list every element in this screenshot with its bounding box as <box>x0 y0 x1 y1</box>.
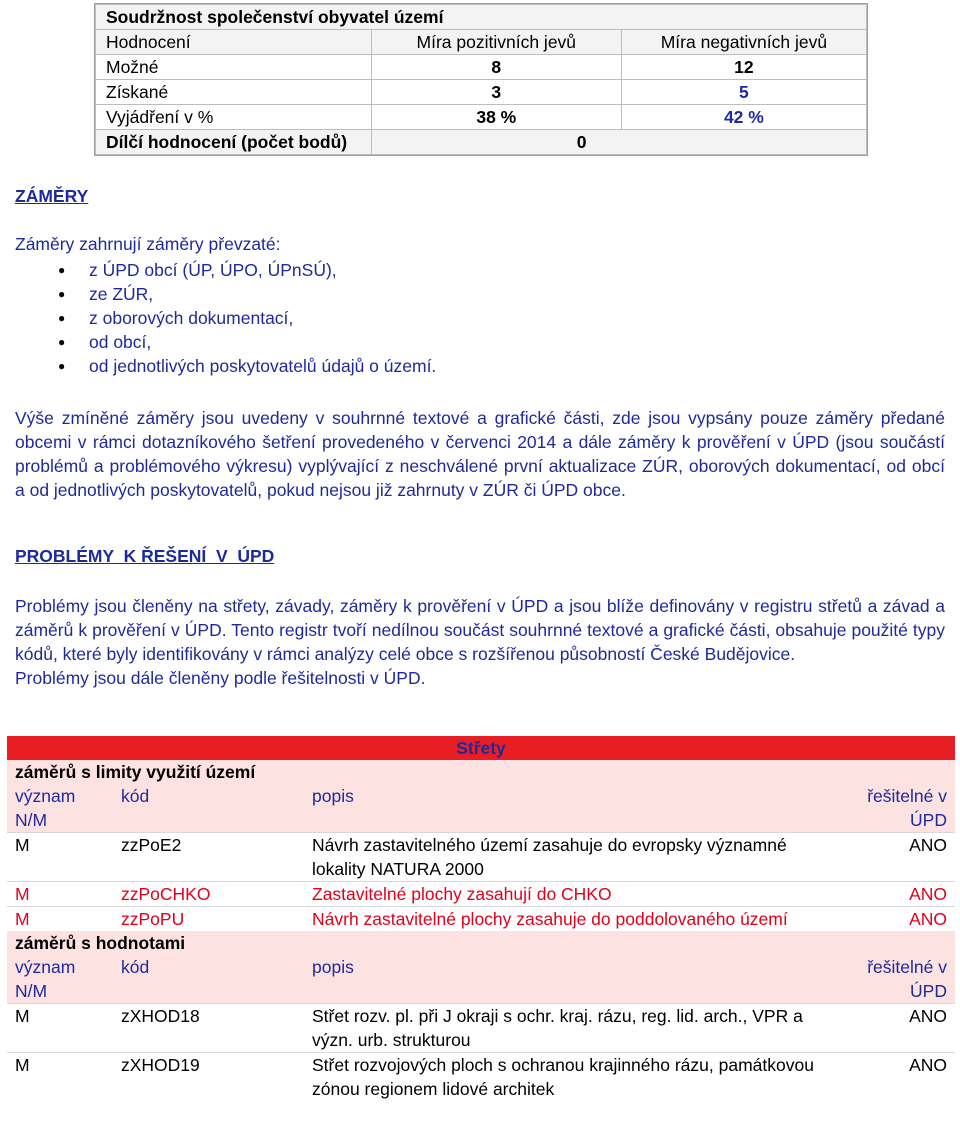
bullet-icon: ● <box>58 263 66 277</box>
col-resolvable: řešitelné v ÚPD <box>844 784 955 833</box>
row-negative: 42 % <box>621 105 866 130</box>
cell-code: zzPoCHKO <box>113 882 304 907</box>
col-significance: význam N/M <box>7 784 113 833</box>
col-positive: Míra pozitivních jevů <box>371 30 621 55</box>
table-row <box>7 907 955 932</box>
col-negative: Míra negativních jevů <box>621 30 866 55</box>
cell-significance: M <box>7 907 113 932</box>
problemy-paragraph-2: Problémy jsou dále členěny podle řešitelnosti v ÚPD. <box>15 668 426 688</box>
cell-significance: M <box>7 1004 113 1053</box>
row-negative: 5 <box>621 80 866 105</box>
table-row <box>7 882 955 907</box>
cell-description: Návrh zastavitelného území zasahuje do evropsky významné lokality NATURA 2000 <box>304 833 844 882</box>
zamery-paragraph: Výše zmíněné záměry jsou uvedeny v souhrnné textové a grafické části, zde jsou vypsány pouze záměry předané obcemi v rámci dotazníkového šetření provedeného v červenci 2014 a dále záměry k prověření v ÚPD (jsou součástí problémů a problémového výkresu) vyplývající z neschválené první aktualizace ZÚR, oborových dokumentací, od obcí a od jednotlivých poskytovatelů, pokud nejsou již zahrnuty v ZÚR či ÚPD obce. <box>15 408 945 500</box>
list-item: ● od obcí, <box>58 332 152 352</box>
row-label: Vyjádření v % <box>96 105 372 130</box>
cell-code: zXHOD18 <box>113 1004 304 1053</box>
col-code: kód <box>113 784 304 833</box>
bullet-icon: ● <box>58 311 66 325</box>
zamery-heading: ZÁMĚRY <box>15 186 89 206</box>
group-heading: záměrů s limity využití území <box>7 760 955 784</box>
bullet-icon: ● <box>58 287 66 301</box>
table-row <box>7 1053 955 1102</box>
cell-resolvable: ANO <box>844 1053 955 1102</box>
col-code: kód <box>113 955 304 1004</box>
cohesion-table-title: Soudržnost společenství obyvatel území <box>96 5 867 30</box>
zamery-intro: Záměry zahrnují záměry převzaté: <box>15 234 281 254</box>
row-label: Získané <box>96 80 372 105</box>
table-row <box>7 833 955 882</box>
cell-resolvable: ANO <box>844 833 955 882</box>
cell-description: Střet rozvojových ploch s ochranou krajinného rázu, památkovou zónou regionem lidové architek <box>304 1053 844 1102</box>
row-positive: 3 <box>371 80 621 105</box>
cell-resolvable: ANO <box>844 882 955 907</box>
partial-score-label: Dílčí hodnocení (počet bodů) <box>96 130 372 155</box>
list-item: ● ze ZÚR, <box>58 284 154 304</box>
col-resolvable: řešitelné v ÚPD <box>844 955 955 1004</box>
cell-description: Střet rozv. pl. při J okraji s ochr. kraj. rázu, reg. lid. arch., VPR a význ. urb. strukturou <box>304 1004 844 1053</box>
cell-resolvable: ANO <box>844 1004 955 1053</box>
cell-significance: M <box>7 882 113 907</box>
list-item: ● z ÚPD obcí (ÚP, ÚPO, ÚPnSÚ), <box>58 260 337 280</box>
col-description: popis <box>304 784 844 833</box>
cell-description: Návrh zastavitelné plochy zasahuje do poddolovaného území <box>304 907 844 932</box>
bullet-icon: ● <box>58 359 66 373</box>
row-negative: 12 <box>621 55 866 80</box>
cell-resolvable: ANO <box>844 907 955 932</box>
cell-code: zzPoPU <box>113 907 304 932</box>
list-item: ● od jednotlivých poskytovatelů údajů o území. <box>58 356 437 376</box>
row-positive: 38 % <box>371 105 621 130</box>
row-positive: 8 <box>371 55 621 80</box>
cell-description: Zastavitelné plochy zasahují do CHKO <box>304 882 844 907</box>
cell-code: zXHOD19 <box>113 1053 304 1102</box>
strety-table <box>7 736 955 1101</box>
cell-significance: M <box>7 833 113 882</box>
problemy-paragraph-1: Problémy jsou členěny na střety, závady, záměry k prověření v ÚPD a jsou blíže definovány v registru střetů a závad a záměrů k prověření v ÚPD. Tento registr tvoří nedílnou součást souhrnné textové a grafické části, obsahuje použité typy kódů, které byly identifikovány v rámci analýzy celé obce s rozšířenou působností České Budějovice. <box>15 596 945 664</box>
cell-significance: M <box>7 1053 113 1102</box>
bullet-icon: ● <box>58 335 66 349</box>
col-significance: význam N/M <box>7 955 113 1004</box>
group-heading: záměrů s hodnotami <box>7 931 955 955</box>
partial-score-value: 0 <box>371 130 866 155</box>
list-item: ● z oborových dokumentací, <box>58 308 294 328</box>
strety-title: Střety <box>7 736 955 760</box>
zamery-list <box>15 258 436 378</box>
col-rating: Hodnocení <box>96 30 372 55</box>
problemy-heading: PROBLÉMY K ŘEŠENÍ V ÚPD <box>15 546 275 566</box>
problemy-paragraph <box>15 594 945 690</box>
cell-code: zzPoE2 <box>113 833 304 882</box>
table-row <box>7 1004 955 1053</box>
col-description: popis <box>304 955 844 1004</box>
row-label: Možné <box>96 55 372 80</box>
cohesion-table <box>95 4 867 155</box>
